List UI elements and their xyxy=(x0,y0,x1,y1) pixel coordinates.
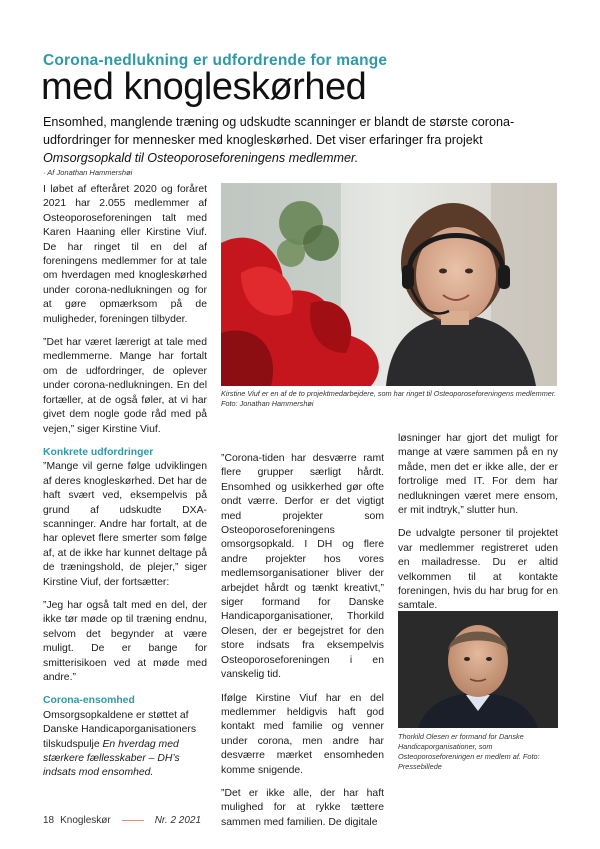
page-number: 18 xyxy=(43,815,55,826)
page-footer xyxy=(43,815,201,826)
subhead-konkrete-udfordringer: Konkrete udfordringer xyxy=(43,446,154,458)
column-3 xyxy=(398,432,558,623)
headline: med knogleskørhed xyxy=(41,66,367,108)
photo-thorkild-olesen-illustration xyxy=(398,611,558,728)
col3-paragraph-2: De udvalgte personer til projektet var medlemmer registreret uden en mailadresse. Du er altid velkommen til at kontakte foreningen, hvis du har brug for en samtale. xyxy=(398,528,558,612)
column-1 xyxy=(43,183,207,790)
col3-paragraph-1: løsninger har gjort det muligt for mange at være sammen på en ny måde, men det er ikke alle, der er fortrolige med IT. For dem har nedlukningen været mere ensom, er mit indtryk,” slutter hun. xyxy=(398,433,558,517)
col1-p5-text: Omsorgsopkaldene er støttet af Danske Handicaporganisationers tilskudspulje xyxy=(43,709,197,750)
magazine-name: Knogleskør xyxy=(60,815,111,826)
kicker: Corona-nedlukning er udfordrende for mange xyxy=(43,52,388,69)
lead-text: Ensomhed, manglende træning og udskudte scanninger er blandt de største corona-udfordringer for mennesker med knogleskørhed. Det viser erfaringer fra projekt xyxy=(43,115,515,147)
footer-divider xyxy=(122,820,144,821)
issue-number: Nr. 2 2021 xyxy=(154,815,202,826)
byline: · Af Jonathan Hammershøi xyxy=(43,168,133,177)
col2-paragraph-3: ”Det er ikke alle, der har haft mulighed for at rykke tættere sammen med familien. De digitale xyxy=(221,787,384,828)
col1-paragraph-1: I løbet af efteråret 2020 og foråret 2021 har 2.055 medlemmer af Osteoporoseforeningen talt med Karen Haaning eller Kirstine Viuf. De har ringet til en del af foreningens medlemmer for at tale om hverdagen med knogleskørhed under corona-nedlukningen og for at gøre opmærksom på de muligheder, foreningen tilbyder. xyxy=(43,184,207,325)
subhead-corona-ensomhed: Corona-ensomhed xyxy=(43,695,135,707)
caption-photo-2: Thorkild Olesen er formand for Danske Handicaporganisationer, som Osteoporoseforeningen er medlem af. Foto: Pressebillede xyxy=(398,732,540,771)
photo-kirstine-viuf-illustration xyxy=(221,183,557,386)
col2-paragraph-2: Ifølge Kirstine Viuf har en del medlemmer heldigvis haft god kontakt med familie og venner under corona, men andre har desværre mærket ensomheden komme snigende. xyxy=(221,692,384,776)
lead-italic: Omsorgsopkald til Osteoporoseforeningens medlemmer. xyxy=(43,151,359,165)
col1-paragraph-5 xyxy=(43,709,207,781)
col1-p5-italic: En hverdag med stærkere fællesskaber – DH’s indsats mod ensomhed. xyxy=(43,738,180,779)
col2-paragraph-1: ”Corona-tiden har desværre ramt flere grupper særligt hårdt. Ensomhed og usikkerhed gør ofte ondt værre. Derfor er det vigtigt med projekter som Osteoporoseforeningens omsorgsopkald. I DH og flere andre projekter hos vores medlemsorganisationer bliver der arbejdet hårdt og tænkt kreativt,” siger formand for Danske Handicaporganisationer, Thorkild Olesen, der er begejstret for den store indsats fra eksempelvis Osteoporoseforeningen i en vanskelig tid. xyxy=(221,453,384,681)
photo-thorkild-olesen xyxy=(398,611,558,728)
photo-kirstine-viuf xyxy=(221,183,557,386)
column-2 xyxy=(221,452,384,839)
col1-paragraph-3: ”Mange vil gerne følge udviklingen af deres knogleskørhed. Det har de haft svært ved, eksempelvis på grund af udskudte DXA-scanninger. Andre har fortalt, at de har oplevet flere smerter som følge af, at de ikke har kunnet deltage på de træningshold, de plejer,” siger Kirstine Viuf, der fortsætter: xyxy=(43,461,207,588)
caption-photo-1: Kirstine Viuf er en af de to projektmedarbejdere, som har ringet til Osteoporoseforeningens medlemmer. Foto: Jonathan Hammershøi xyxy=(221,389,557,408)
lead-paragraph xyxy=(43,113,568,167)
col1-paragraph-2: ”Det har været lærerigt at tale med medlemmerne. Mange har fortalt om de udfordringer, de oplever under corona-nedlukningen. En del fortæller, at de også føler, at vi har givet dem nogle gode råd med på vejen,” siger Kirstine Viuf. xyxy=(43,337,207,435)
col1-paragraph-4: ”Jeg har også talt med en del, der ikke tør møde op til træning endnu, selvom det begynder at være muligt. De er bange for smitterisikoen ved at møde med andre.” xyxy=(43,599,207,683)
